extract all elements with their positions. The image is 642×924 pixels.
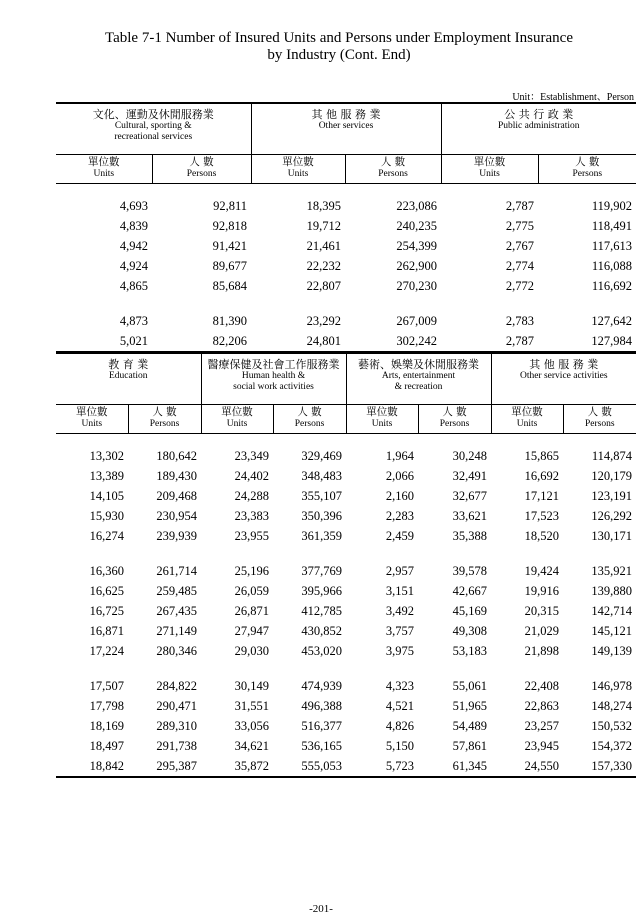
units-cell: 2,066 (385, 469, 414, 483)
persons-cell: 117,613 (591, 239, 633, 253)
persons-cell: 377,769 (301, 564, 342, 578)
units-cell: 33,056 (234, 719, 269, 733)
industry-group-header (251, 103, 441, 155)
units-cell: 2,775 (505, 219, 534, 233)
units-cell: 2,283 (385, 509, 414, 523)
persons-cell: 116,088 (591, 259, 633, 273)
persons-cell: 270,230 (396, 279, 437, 293)
table-row (56, 486, 636, 506)
persons-cell: 39,578 (452, 564, 487, 578)
industry-name-en-2: recreational services (114, 132, 193, 142)
industry-group-header (346, 353, 491, 405)
persons-cell: 289,310 (156, 719, 197, 733)
units-cell: 2,767 (505, 239, 534, 253)
table-row (56, 236, 636, 256)
persons-cell: 290,471 (156, 699, 197, 713)
persons-cell: 254,399 (396, 239, 437, 253)
spacer-row (56, 434, 636, 447)
persons-cell: 126,292 (591, 509, 633, 523)
persons-cell: 329,469 (301, 449, 342, 463)
units-cell: 2,783 (505, 314, 534, 328)
table-row (56, 466, 636, 486)
table-row (56, 676, 636, 696)
persons-cell: 33,621 (452, 509, 487, 523)
table-row (56, 506, 636, 526)
persons-cell: 536,165 (301, 739, 342, 753)
industry-name-zh: 醫療保健及社會工作服務業 (207, 358, 340, 371)
units-cell: 2,772 (505, 279, 534, 293)
units-cell: 17,523 (524, 509, 559, 523)
persons-cell: 555,053 (273, 756, 346, 777)
spacer-cell (56, 546, 636, 561)
persons-cell: 239,939 (156, 529, 197, 543)
persons-cell: 55,061 (452, 679, 487, 693)
persons-cell: 361,359 (301, 529, 342, 543)
spacer-row (56, 661, 636, 676)
units-label-en: Units (479, 169, 500, 179)
units-label-zh: 單位數 (88, 156, 120, 168)
units-cell: 27,947 (234, 624, 269, 638)
table-row (56, 756, 636, 777)
persons-cell: 92,811 (213, 199, 247, 213)
units-cell: 3,757 (385, 624, 414, 638)
units-cell: 18,497 (89, 739, 124, 753)
persons-cell: 209,468 (156, 489, 197, 503)
units-cell: 18,169 (89, 719, 124, 733)
persons-cell: 350,396 (301, 509, 342, 523)
spacer-cell (56, 661, 636, 676)
industry-name-en: Education (108, 371, 148, 381)
units-cell: 17,507 (89, 679, 124, 693)
units-cell: 22,863 (524, 699, 559, 713)
persons-cell: 261,714 (156, 564, 197, 578)
persons-cell: 280,346 (156, 644, 197, 658)
units-cell: 23,945 (524, 739, 559, 753)
persons-cell: 127,642 (591, 314, 633, 328)
persons-cell: 230,954 (156, 509, 197, 523)
units-label-en: Units (81, 419, 103, 429)
persons-column-header (538, 155, 636, 184)
persons-cell: 395,966 (301, 584, 342, 598)
spacer-cell (56, 184, 636, 197)
persons-label-zh: 人 數 (587, 406, 612, 418)
persons-label-zh: 人 數 (189, 156, 214, 168)
units-cell: 21,029 (524, 624, 559, 638)
persons-cell: 430,852 (301, 624, 342, 638)
units-cell: 4,873 (119, 314, 148, 328)
units-cell: 4,323 (385, 679, 414, 693)
industry-name-en: Other services (318, 121, 374, 131)
persons-cell: 150,532 (591, 719, 633, 733)
units-cell: 21,898 (524, 644, 559, 658)
persons-label-zh: 人 數 (575, 156, 600, 168)
table-upper (56, 102, 636, 353)
persons-cell: 262,900 (396, 259, 437, 273)
units-cell: 5,021 (56, 331, 152, 352)
industry-group-header (491, 353, 636, 405)
persons-cell: 53,183 (452, 644, 487, 658)
table-title (0, 30, 642, 64)
units-cell: 26,059 (234, 584, 269, 598)
units-cell: 31,551 (234, 699, 269, 713)
units-cell: 2,774 (505, 259, 534, 273)
units-cell: 4,924 (119, 259, 148, 273)
table-row (56, 696, 636, 716)
persons-column-header (273, 405, 346, 434)
spacer-row (56, 184, 636, 197)
units-cell: 23,955 (234, 529, 269, 543)
persons-cell: 496,388 (301, 699, 342, 713)
units-cell: 14,105 (89, 489, 124, 503)
spacer-row (56, 546, 636, 561)
units-cell: 22,807 (306, 279, 341, 293)
units-cell: 21,461 (306, 239, 341, 253)
industry-name-en-2: social work activities (233, 382, 314, 392)
units-cell: 19,712 (306, 219, 341, 233)
units-column-header (56, 155, 152, 184)
persons-column-header (152, 155, 251, 184)
persons-column-header (563, 405, 636, 434)
units-cell: 16,625 (89, 584, 124, 598)
units-cell: 26,871 (234, 604, 269, 618)
units-column-header (346, 405, 418, 434)
industry-name-en: Arts, entertainment (381, 371, 456, 381)
title-line-1: Table 7-1 Number of Insured Units and Persons under Employment Insurance (104, 30, 573, 46)
units-label-en: Units (516, 419, 538, 429)
table-row (56, 601, 636, 621)
units-cell: 18,842 (56, 756, 128, 777)
persons-cell: 180,642 (156, 449, 197, 463)
persons-cell: 295,387 (128, 756, 201, 777)
units-column-header (56, 405, 128, 434)
industry-name-zh: 文化、運動及休閒服務業 (92, 108, 214, 121)
units-cell: 24,550 (491, 756, 563, 777)
spacer-cell (56, 296, 636, 311)
units-cell: 23,292 (306, 314, 341, 328)
persons-cell: 271,149 (156, 624, 197, 638)
units-cell: 25,196 (234, 564, 269, 578)
table-row (56, 446, 636, 466)
table-row (56, 641, 636, 661)
units-cell: 5,150 (385, 739, 414, 753)
units-cell: 15,865 (524, 449, 559, 463)
persons-cell: 453,020 (301, 644, 342, 658)
units-cell: 2,459 (385, 529, 414, 543)
persons-cell: 82,206 (152, 331, 251, 352)
persons-cell: 284,822 (156, 679, 197, 693)
units-cell: 22,408 (524, 679, 559, 693)
persons-cell: 157,330 (563, 756, 636, 777)
persons-column-header (128, 405, 201, 434)
persons-label-en: Persons (584, 419, 615, 429)
units-cell: 15,930 (89, 509, 124, 523)
persons-cell: 123,191 (591, 489, 633, 503)
industry-name-zh: 其 他 服 務 業 (529, 358, 599, 371)
units-label-en: Units (371, 419, 393, 429)
units-cell: 4,839 (119, 219, 148, 233)
industry-name-zh: 藝術、娛樂及休閒服務業 (358, 358, 479, 371)
table-row (56, 621, 636, 641)
persons-cell: 116,692 (591, 279, 633, 293)
units-cell: 22,232 (306, 259, 341, 273)
units-cell: 4,521 (385, 699, 414, 713)
units-column-header (491, 405, 563, 434)
persons-cell: 30,248 (452, 449, 487, 463)
persons-cell: 267,435 (156, 604, 197, 618)
unit-note: Unit：Establishment、Person (512, 92, 634, 103)
persons-cell: 146,978 (591, 679, 633, 693)
table-row (56, 736, 636, 756)
industry-name-en: Other service activities (519, 371, 608, 381)
units-cell: 16,871 (89, 624, 124, 638)
units-cell: 17,224 (89, 644, 124, 658)
persons-cell: 267,009 (396, 314, 437, 328)
persons-label-zh: 人 數 (297, 406, 322, 418)
table-row (56, 311, 636, 331)
persons-label-zh: 人 數 (442, 406, 467, 418)
units-column-header (251, 155, 345, 184)
industry-name-zh: 其 他 服 務 業 (311, 108, 381, 121)
units-cell: 35,872 (201, 756, 273, 777)
persons-label-en: Persons (439, 419, 470, 429)
units-label-zh: 單位數 (473, 156, 506, 168)
units-cell: 18,520 (524, 529, 559, 543)
persons-cell: 154,372 (591, 739, 633, 753)
units-cell: 16,725 (89, 604, 124, 618)
units-label-en: Units (226, 419, 248, 429)
industry-name-en: Cultural, sporting & (114, 121, 192, 131)
units-cell: 16,360 (89, 564, 124, 578)
persons-cell: 474,939 (301, 679, 342, 693)
persons-cell: 302,242 (345, 331, 441, 352)
units-column-header (201, 405, 273, 434)
persons-cell: 91,421 (212, 239, 247, 253)
units-cell: 13,302 (89, 449, 124, 463)
units-cell: 13,389 (89, 469, 124, 483)
spacer-row (56, 296, 636, 311)
industry-name-zh: 公 共 行 政 業 (504, 108, 574, 121)
persons-cell: 54,489 (452, 719, 487, 733)
spacer-cell (56, 434, 636, 447)
page-number: -201- (309, 903, 333, 915)
persons-cell: 35,388 (452, 529, 487, 543)
persons-label-en: Persons (572, 169, 603, 179)
title-line-2: by Industry (Cont. End) (267, 47, 411, 63)
persons-cell: 89,677 (212, 259, 247, 273)
table-row (56, 331, 636, 352)
persons-cell: 291,738 (156, 739, 197, 753)
persons-column-header (345, 155, 441, 184)
industry-group-header (56, 353, 201, 405)
units-cell: 18,395 (306, 199, 341, 213)
persons-cell: 516,377 (301, 719, 342, 733)
persons-cell: 135,921 (591, 564, 633, 578)
industry-group-header (441, 103, 636, 155)
units-label-zh: 單位數 (221, 406, 253, 418)
units-cell: 5,723 (346, 756, 418, 777)
units-cell: 34,621 (234, 739, 269, 753)
persons-cell: 348,483 (301, 469, 342, 483)
units-cell: 2,787 (505, 199, 534, 213)
persons-label-zh: 人 數 (380, 156, 406, 168)
units-cell: 24,801 (251, 331, 345, 352)
units-label-zh: 單位數 (282, 156, 314, 168)
industry-group-header (56, 103, 251, 155)
persons-cell: 139,880 (591, 584, 633, 598)
persons-cell: 61,345 (418, 756, 491, 777)
units-label-en: Units (93, 169, 115, 179)
persons-cell: 145,121 (591, 624, 633, 638)
persons-cell: 85,684 (212, 279, 247, 293)
units-cell: 4,942 (119, 239, 148, 253)
units-label-zh: 單位數 (511, 406, 543, 418)
persons-cell: 412,785 (301, 604, 342, 618)
persons-cell: 148,274 (591, 699, 633, 713)
persons-cell: 127,984 (538, 331, 636, 352)
units-cell: 17,798 (89, 699, 124, 713)
units-cell: 23,349 (234, 449, 269, 463)
persons-cell: 32,677 (452, 489, 487, 503)
table-lower (56, 352, 636, 778)
table-row (56, 561, 636, 581)
units-label-en: Units (287, 169, 309, 179)
units-cell: 4,693 (119, 199, 148, 213)
units-cell: 17,121 (524, 489, 559, 503)
persons-cell: 42,667 (452, 584, 487, 598)
units-cell: 2,787 (441, 331, 538, 352)
units-cell: 1,964 (385, 449, 414, 463)
table-row (56, 256, 636, 276)
persons-cell: 118,491 (591, 219, 633, 233)
persons-label-en: Persons (378, 169, 408, 179)
units-cell: 4,826 (385, 719, 414, 733)
units-cell: 3,151 (385, 584, 414, 598)
persons-label-zh: 人 數 (152, 406, 177, 418)
persons-column-header (418, 405, 491, 434)
persons-cell: 92,818 (212, 219, 247, 233)
units-label-zh: 單位數 (76, 406, 108, 418)
persons-cell: 81,390 (212, 314, 247, 328)
persons-cell: 223,086 (396, 199, 437, 213)
persons-cell: 45,169 (452, 604, 487, 618)
units-column-header (441, 155, 538, 184)
persons-label-en: Persons (186, 169, 217, 179)
units-cell: 3,975 (385, 644, 414, 658)
persons-cell: 355,107 (301, 489, 342, 503)
industry-name-en: Public administration (497, 121, 580, 131)
units-cell: 20,315 (524, 604, 559, 618)
units-cell: 4,865 (119, 279, 148, 293)
units-cell: 16,692 (524, 469, 559, 483)
units-cell: 19,424 (524, 564, 559, 578)
persons-cell: 259,485 (156, 584, 197, 598)
table-row (56, 276, 636, 296)
units-cell: 29,030 (234, 644, 269, 658)
industry-name-en: Human health & (241, 371, 306, 381)
persons-cell: 57,861 (452, 739, 487, 753)
units-cell: 23,257 (524, 719, 559, 733)
units-label-zh: 單位數 (366, 406, 398, 418)
industry-name-en-2: & recreation (394, 382, 443, 392)
persons-cell: 51,965 (452, 699, 487, 713)
units-cell: 24,288 (234, 489, 269, 503)
units-cell: 23,383 (234, 509, 269, 523)
persons-cell: 130,171 (591, 529, 633, 543)
persons-cell: 149,139 (591, 644, 633, 658)
persons-cell: 189,430 (156, 469, 197, 483)
table-row (56, 196, 636, 216)
persons-cell: 120,179 (591, 469, 633, 483)
units-cell: 16,274 (89, 529, 124, 543)
units-cell: 19,916 (524, 584, 559, 598)
table-row (56, 581, 636, 601)
persons-cell: 119,902 (591, 199, 633, 213)
persons-label-en: Persons (149, 419, 180, 429)
table-row (56, 716, 636, 736)
persons-cell: 240,235 (396, 219, 437, 233)
table-row (56, 526, 636, 546)
units-cell: 3,492 (385, 604, 414, 618)
units-cell: 30,149 (234, 679, 269, 693)
industry-name-zh: 教 育 業 (108, 358, 149, 371)
table-row (56, 216, 636, 236)
persons-cell: 142,714 (591, 604, 633, 618)
units-cell: 2,160 (385, 489, 414, 503)
units-cell: 24,402 (234, 469, 269, 483)
industry-group-header (201, 353, 346, 405)
persons-label-en: Persons (294, 419, 325, 429)
persons-cell: 32,491 (452, 469, 487, 483)
units-cell: 2,957 (385, 564, 414, 578)
persons-cell: 114,874 (591, 449, 633, 463)
persons-cell: 49,308 (452, 624, 487, 638)
